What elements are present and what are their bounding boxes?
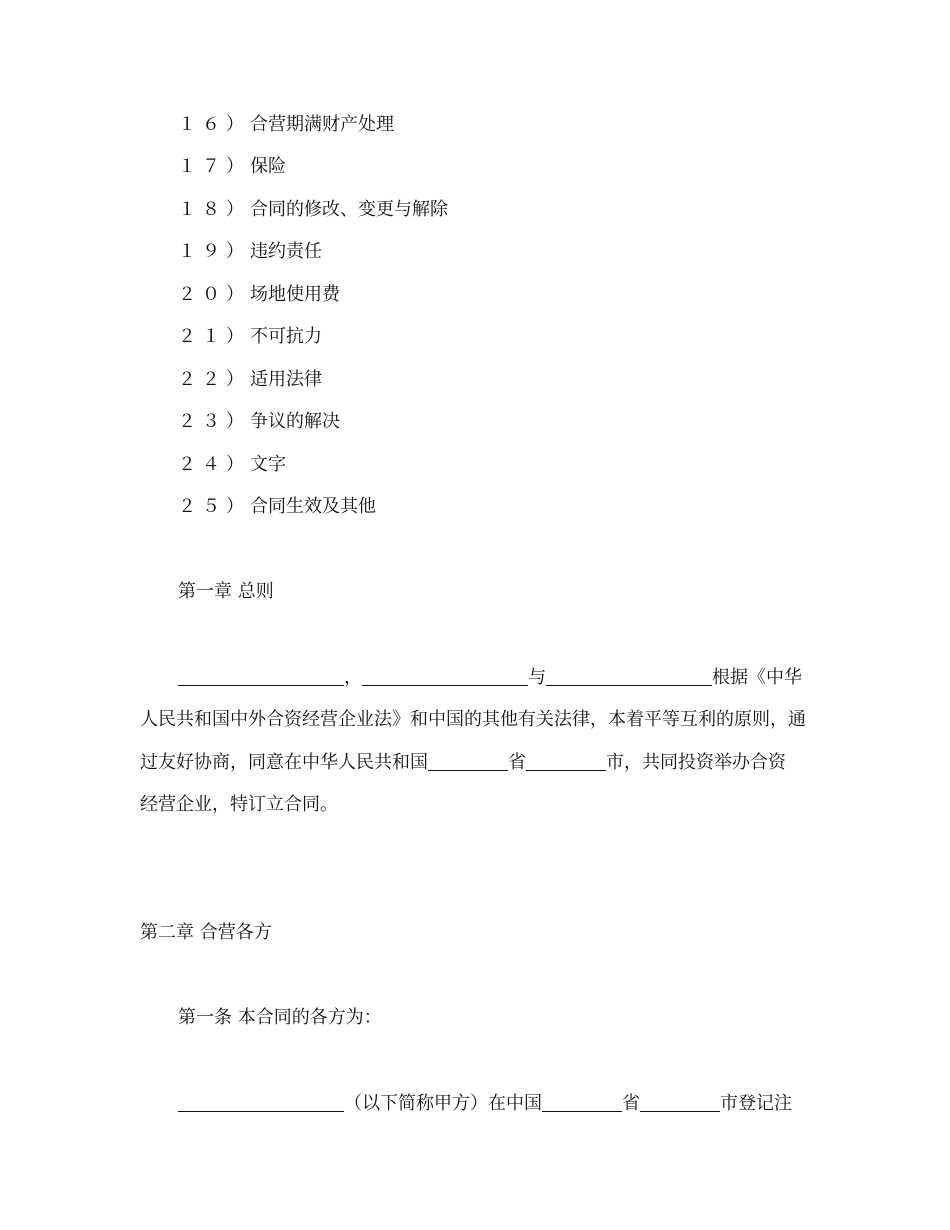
blank-field (542, 1093, 622, 1112)
toc-item: １６）合营期满财产处理 (178, 114, 394, 135)
chapter-1-line-3: 过友好协商，同意在中华人民共和国 省 市，共同投资举办合资 (140, 752, 786, 773)
chapter-2-title: 第二章 合营各方 (140, 922, 272, 943)
toc-item: ２５）合同生效及其他 (178, 496, 376, 517)
chapter-1-line-2: 人民共和国中外合资经营企业法》和中国的其他有关法律，本着平等互利的原则，通 (140, 709, 806, 730)
blank-field (428, 752, 508, 771)
blank-field (546, 667, 712, 686)
blank-field (640, 1093, 720, 1112)
blank-field (178, 667, 344, 686)
blank-field (526, 752, 606, 771)
article-1-heading: 第一条 本合同的各方为： (178, 1007, 382, 1028)
toc-item: ２１）不可抗力 (178, 326, 322, 347)
toc-item: １９）违约责任 (178, 241, 322, 262)
toc-item: ２２）适用法律 (178, 369, 322, 390)
toc-item: １７）保险 (178, 156, 286, 177)
toc-item: ２０）场地使用费 (178, 284, 340, 305)
blank-field (362, 667, 528, 686)
toc-item: １８）合同的修改、变更与解除 (178, 199, 448, 220)
blank-field (178, 1093, 344, 1112)
toc-item: ２４）文字 (178, 454, 286, 475)
article-1-line-1: （以下简称甲方）在中国 省 市登记注 (178, 1092, 792, 1116)
toc-item: ２３）争议的解决 (178, 411, 340, 432)
chapter-1-title: 第一章 总则 (178, 581, 274, 602)
chapter-1-line-4: 经营企业，特订立合同。 (140, 794, 338, 815)
chapter-1-line-1: ， 与 根据《中华 (178, 666, 802, 690)
